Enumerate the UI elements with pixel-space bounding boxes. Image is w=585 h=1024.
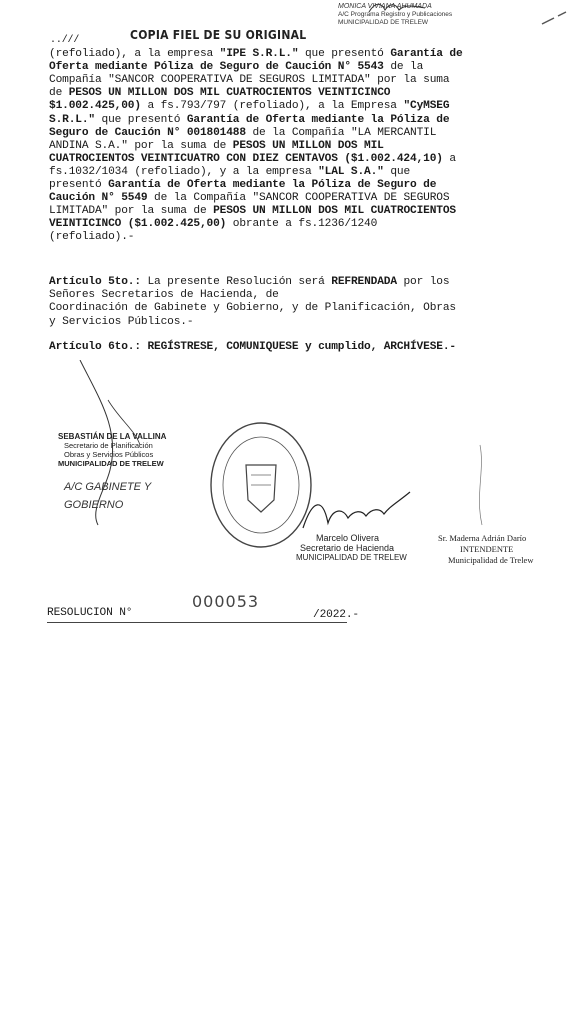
body-line (49, 231, 134, 244)
right-signatory-org: Municipalidad de Trelew (448, 555, 534, 565)
body-line (49, 218, 377, 231)
body-line (49, 74, 449, 87)
text-run: obrante a fs.1236/1240 (226, 218, 378, 231)
body-line (49, 140, 384, 153)
bold-run: Garantía de Oferta mediante la Póliza de Seguro de (108, 179, 437, 191)
bold-run: Caución N° 5549 (49, 192, 148, 205)
resolution-number: 000053 (192, 592, 260, 611)
corner-mark (540, 10, 570, 30)
text-run: y Servicios Públicos.- (49, 315, 194, 328)
bold-run: Seguro de Caución N° 001801488 (49, 126, 246, 139)
bold-run: "IPE S.R.L." (219, 48, 299, 60)
left-signatory-role-1: Secretario de Planificación (64, 441, 153, 450)
body-line (49, 114, 449, 127)
text-run: de la Compañía "SANCOR COOPERATIVA DE SEGUROS (147, 192, 450, 205)
bold-run: Artículo 5to.: (49, 276, 141, 288)
body-line (49, 153, 456, 166)
article-5-first-line (49, 276, 449, 289)
bold-run: CUATROCIENTOS VEINTICUATRO CON DIEZ CENTAVOS ($1.002.424,10) (49, 152, 443, 165)
text-run: que presentó (298, 48, 391, 60)
article-5-line (49, 289, 279, 302)
text-run: Señores Secretarios de Hacienda, de (49, 289, 279, 302)
bold-run: PESOS UN MILLON DOS MIL CUATROCIENTOS VEINTICINCO (68, 87, 391, 100)
stamp-org: MUNICIPALIDAD DE TRELEW (338, 19, 429, 26)
bold-run: "LAL S.A." (318, 165, 384, 178)
center-signatory-role: Secretario de Hacienda (300, 543, 395, 553)
stamp-signature-scribble (365, 0, 435, 16)
body-line (49, 87, 390, 100)
body-line (49, 127, 436, 140)
text-run: (refoliado), a la empresa (49, 48, 220, 60)
text-run: de la (383, 61, 424, 74)
text-run: que presentó (94, 113, 187, 126)
text-run: fs.1032/1034 (refoliado), y a la empresa (49, 165, 319, 178)
bold-run: Garantía de (390, 48, 463, 60)
bold-run: Oferta mediante Póliza de Seguro de Caución N° 5543 (49, 61, 384, 74)
center-signatory (296, 533, 407, 563)
body-line (49, 166, 410, 179)
article-6-text: REGÍSTRESE, COMUNIQUESE y cumplido, ARCHÍVESE.- (140, 341, 456, 353)
body-line (49, 205, 456, 218)
stamp-role: A/C Programa Registro y Publicaciones (338, 11, 453, 18)
body-line (49, 192, 449, 205)
text-run: presentó (49, 179, 109, 191)
text-run: La presente Resolución será (140, 276, 332, 288)
text-run: de (49, 87, 69, 100)
bold-run: PESOS UN MILLON DOS MIL (232, 139, 384, 152)
text-run: por los (396, 276, 450, 288)
right-signature-strokes (450, 440, 520, 530)
article-5-line (49, 302, 456, 315)
text-run: Compañía "SANCOR COOPERATIVA DE SEGUROS LIMITADA" por la suma (49, 74, 450, 87)
continuation-marker: ../// (50, 35, 80, 46)
text-run: a fs.793/797 (refoliado), a la Empresa (140, 100, 404, 113)
bold-run: REFRENDADA (331, 276, 397, 288)
bold-run: $1.002.425,00) (49, 100, 141, 113)
right-signatory-name: Sr. Maderna Adrián Darío (438, 533, 527, 543)
resolution-underline (47, 622, 347, 623)
left-handwritten-note: A/C GABINETE Y GOBIERNO (64, 481, 152, 511)
resolution-label: RESOLUCION N° (47, 607, 133, 619)
bold-run: Garantía de Oferta mediante la Póliza de (186, 113, 450, 126)
stamp-name: MONICA VIVIANA AHUMADA (338, 3, 432, 10)
center-signature-strokes (298, 488, 418, 538)
left-signatory (58, 432, 166, 468)
resolution-year: /2022.- (313, 609, 359, 621)
certified-copy-stamp: COPIA FIEL DE SU ORIGINAL (130, 28, 307, 42)
left-signatory-org: MUNICIPALIDAD DE TRELEW (58, 459, 164, 468)
text-run: LIMITADA" por la suma de (49, 205, 214, 218)
right-signatory-role: INTENDENTE (460, 544, 514, 554)
text-run: ANDINA S.A." por la suma de (49, 139, 233, 152)
text-run: (refoliado).- (49, 231, 135, 244)
bold-run: VEINTICINCO ($1.002.425,00) (49, 218, 227, 231)
left-signatory-role-2: Obras y Servicios Públicos (64, 450, 154, 459)
text-run: de la Compañía "LA MERCANTIL (245, 126, 437, 139)
article-6 (49, 341, 456, 354)
center-signatory-org: MUNICIPALIDAD DE TRELEW (296, 553, 407, 562)
text-run: que (383, 165, 411, 178)
bold-run: S.R.L." (49, 113, 95, 126)
body-line (49, 48, 463, 61)
article-5-line (49, 316, 193, 329)
text-run: a (442, 152, 456, 165)
bold-run: PESOS UN MILLON DOS MIL CUATROCIENTOS (213, 205, 456, 218)
text-run: Coordinación de Gabinete y Gobierno, y de Planificación, Obras (49, 302, 456, 315)
body-line (49, 61, 423, 74)
body-line (49, 100, 449, 113)
right-signatory (438, 533, 533, 566)
article-6-label: Artículo 6to.: (49, 341, 141, 353)
body-line (49, 179, 436, 192)
left-signatory-name: SEBASTIÁN DE LA VALLINA (58, 432, 167, 441)
center-signatory-name: Marcelo Olivera (316, 533, 380, 543)
bold-run: "CyMSEG (403, 100, 450, 113)
